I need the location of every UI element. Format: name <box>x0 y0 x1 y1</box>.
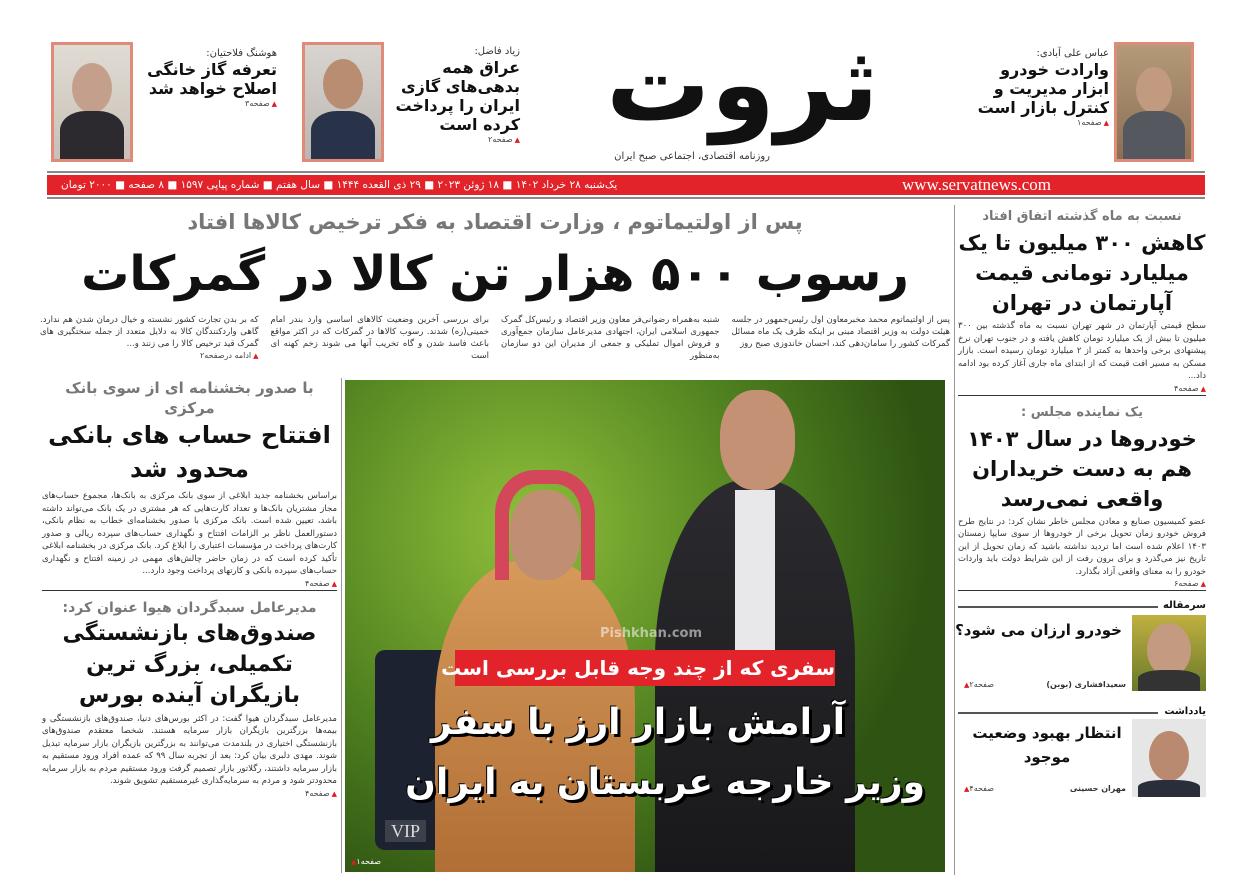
page-ref: ▲ صفحه۲ <box>962 679 994 691</box>
teaser-fazel[interactable] <box>388 46 520 146</box>
story-kicker: با صدور بخشنامه ای از سوی بانک مرکزی <box>65 379 314 417</box>
section-label: سرمقاله <box>1162 600 1206 611</box>
page-ref: ▲ صفحه۳ <box>137 98 277 110</box>
page-ref: ▲ صفحه۲ <box>388 134 520 146</box>
teaser-author: عباس علی آبادی: <box>1036 48 1109 59</box>
story-body: سطح قیمتی آپارتمان در شهر تهران نسبت به ماه گذشته بین ۳۰۰ میلیون تا بیش از یک میلیارد تومان کاهش یافته و در جنوب تهران نرخ پیشنهادی برخی واحدها به کمتر از ۲ میلیارد تومان رسیده است. بازار مسکن به مسیر افت قیمت که از ابتدای ماه جاری آغاز کرده بود ادامه داد... <box>958 321 1206 381</box>
note-title: انتظار بهبود وضعیت موجود <box>972 724 1122 766</box>
right-column <box>955 208 1206 797</box>
author-name: مهران حسینی <box>1069 784 1126 793</box>
teaser-title: وارادت خودرو ابزار مدیریت و کنترل بازار است <box>977 60 1109 117</box>
photo-kicker: سفری که از چند وجه قابل بررسی است <box>455 650 835 686</box>
teaser-falahatian[interactable] <box>137 48 277 110</box>
continued-ref[interactable]: ▲ ادامه درصفحه۲ <box>40 350 259 362</box>
column-divider <box>341 378 342 873</box>
page-ref: ▲ صفحه۶ <box>958 578 1206 591</box>
story-kicker: نسبت به ماه گذشته اتفاق افتاد <box>982 209 1182 224</box>
lead-column: برای بررسی آخرین وضعیت کالاهای اساسی وارد بندر امام خمینی(ره) شدند. رسوب کالاها در گمرکات که در اکثر مواقع باعث فاسد شدن و گاه تخریب آنها می شوند زخم کهنه ای است <box>270 315 489 361</box>
photo-headline-2: وزیر خارجه عربستان به ایران <box>405 762 925 803</box>
photo-headline-1: آرامش بازار ارز با سفر <box>430 702 845 743</box>
story-body: براساس بخشنامه جدید ابلاغی از سوی بانک مرکزی به بانک‌ها، مجموع حساب‌های مجاز مشتریان بانک‌ها و تعداد کارت‌هایی که هر مشتری در یک بانک می‌تواند داشته باشد، تعیین شده است. بانک مرکزی با صدور بخشنامه‌ای خطاب به نظام بانکی، دستورالعمل ناظر بر الزامات افتتاح و نگهداری حساب‌های سپرده ریالی و صدور کارت‌های پرداخت در مؤسسات اعتباری را ابلاغ کرد. بانک مرکزی در بخشنامه ابلاغی تأکید کرده است که در زمان حاضر چالش‌های مهمی در زمینه افتتاح و نگهداری حساب‌های سپرده بانکی و کارتهای پرداخت وجود دارد... <box>42 491 337 576</box>
lead-column: پس از اولتیماتوم محمد مخبرمعاون اول رئیس‌جمهور در جلسه هیئت دولت به وزیر اقتصاد مبنی بر اینکه ظرف یک ماه مسائل گمرکات کشور را سامان‌دهی کند، احسان خاندوزی صبح روز <box>731 315 950 349</box>
page-ref: ▲ صفحه۴ <box>962 783 994 795</box>
lead-kicker: پس از اولتیماتوم ، وزارت اقتصاد به فکر ترخیص کالاها افتاد <box>187 210 803 234</box>
story-title: کاهش ۳۰۰ میلیون تا یک میلیارد تومانی قیمت آپارتمان در تهران <box>958 231 1206 315</box>
teaser-photo-fazel <box>302 42 384 162</box>
teaser-photo-falahatian <box>51 42 133 162</box>
divider <box>47 197 1205 199</box>
story-pension-funds[interactable] <box>42 599 337 800</box>
website-link[interactable]: www.servatnews.com <box>901 175 1051 194</box>
person-right-shirt <box>735 490 775 650</box>
story-body: مدیرعامل سبدگردان هیوا گفت: در اکثر بورس‌های دنیا، صندوق‌های بازنشستگی و بیمه‌ها بزرگترین بازیگران بازار سرمایه هستند. شخصا معتقدم صندوق‌های بازنشستگی اختیاری در بلندمدت می‌توانند به بزرگترین بازیگران بازار سرمایه تبدیل شوند. مهدی دلبری بیان کرد: بعد از تجربه سال ۹۹ که عمده افراد ورود مستقیم به بازار سرمایه داشتند، رگلاتور بازار تصمیم گرفت ورود مستقیم مردم به بازار سرمایه محدودتر شود و مردم به سرمایه‌گذاری غیرمستقیم تشویق شوند. <box>42 713 337 786</box>
lead-column: که بر بدن تجارت کشور نشسته و خیال درمان شدن هم ندارد. گاهی واردکنندگان کالا به دلایل متعدد از جمله سختگیری های گمرک قید ترخیص کالا را می زنند و... <box>40 315 259 349</box>
teaser-aliabadi[interactable] <box>975 48 1109 129</box>
page-ref: ▲ صفحه۴ <box>42 788 337 800</box>
lead-column-last <box>40 314 259 362</box>
tagline: روزنامه اقتصادی، اجتماعی صبح ایران <box>614 151 770 162</box>
story-bank-accounts[interactable] <box>42 378 337 591</box>
photo-story[interactable] <box>345 380 945 872</box>
page-ref: ▲ صفحه۴ <box>42 578 337 591</box>
lead-body <box>40 314 950 362</box>
lead-headline[interactable]: رسوب ۵۰۰ هزار تن کالا در گمرکات <box>81 246 909 302</box>
story-body: عضو کمیسیون صنایع و معادن مجلس خاطر نشان کرد: در نتایج طرح فروش خودرو زمان تحویل برخی از خودروها از سوی سایپا زمستان ۱۴۰۳ اعلام شده است اما تردید نداشته باشید که زمان تحویل از این تاریخ نیز می‌گذرد و برای برون رفت از این شرایط دولت باید واردات خودرو را به معنای واقعی آزاد بگذارد. <box>958 516 1206 577</box>
story-kicker: مدیرعامل سبدگردان هیوا عنوان کرد: <box>62 599 317 616</box>
page-ref: ▲ صفحه۱ <box>349 856 381 868</box>
vip-sign: VIP <box>385 820 426 842</box>
teaser-title: عراق همه بدهی‌های گازی ایران را پرداخت کرده است <box>395 58 520 134</box>
person-right-head <box>720 390 795 490</box>
page-ref: ▲ صفحه۱ <box>975 117 1109 129</box>
issue-details: یک‌شنبه ۲۸ خرداد ۱۴۰۲ ■ ۱۸ ژوئن ۲۰۲۳ ■ ۲۹ ذی القعده ۱۴۴۴ ■ سال هفتم ■ شماره پیاپی ۱۵۹۷ ■ ۸ صفحه ■ ۲۰۰۰ تومان <box>61 179 618 191</box>
teaser-photo-aliabadi <box>1114 42 1194 162</box>
story-title: خودروها در سال ۱۴۰۳ هم به دست خریداران واقعی نمی‌رسد <box>967 426 1197 511</box>
story-kicker: یک نماینده مجلس : <box>1021 404 1143 420</box>
watermark: Pishkhan.com <box>600 626 703 641</box>
teaser-author: زیاد فاضل: <box>474 46 520 57</box>
divider <box>958 606 1158 608</box>
author-photo <box>1132 719 1206 797</box>
teaser-title: تعرفه گاز خانگی اصلاح خواهد شد <box>147 60 277 98</box>
story-apartment-prices[interactable] <box>958 208 1206 396</box>
left-column <box>42 378 337 800</box>
divider <box>47 171 1205 173</box>
teaser-author: هوشنگ فلاحتیان: <box>206 48 277 59</box>
author-name: سعیدافشاری (بوبن) <box>1046 680 1126 689</box>
editorial-title: خودرو ارزان می شود؟ <box>955 621 1122 639</box>
section-label: یادداشت <box>1164 706 1206 717</box>
story-cars-1403[interactable] <box>958 404 1206 592</box>
column-divider <box>954 205 955 875</box>
story-title: صندوق‌های بازنشستگی تکمیلی، بزرگ ترین بازیگران آینده بورس <box>62 620 317 708</box>
divider <box>958 712 1158 714</box>
note-section[interactable] <box>958 705 1206 797</box>
info-bar <box>47 175 1205 195</box>
story-title: افتتاح حساب های بانکی محدود شد <box>48 421 331 483</box>
author-photo <box>1132 615 1206 691</box>
editorial-section[interactable] <box>955 599 1206 697</box>
person-left-headscarf <box>495 470 595 580</box>
lead-column: شنبه به‌همراه رضوانی‌فر معاون وزیر اقتصاد و رئیس‌کل گمرک جمهوری اسلامی ایران، اجتهادی مدیرعامل سازمان جمع‌آوری و فروش اموال تملیکی و جمعی از مدیران این دو سازمان به‌منظور <box>501 315 720 361</box>
page-ref: ▲ صفحه۴ <box>958 383 1206 396</box>
newspaper-logo: ثروت <box>606 23 879 145</box>
